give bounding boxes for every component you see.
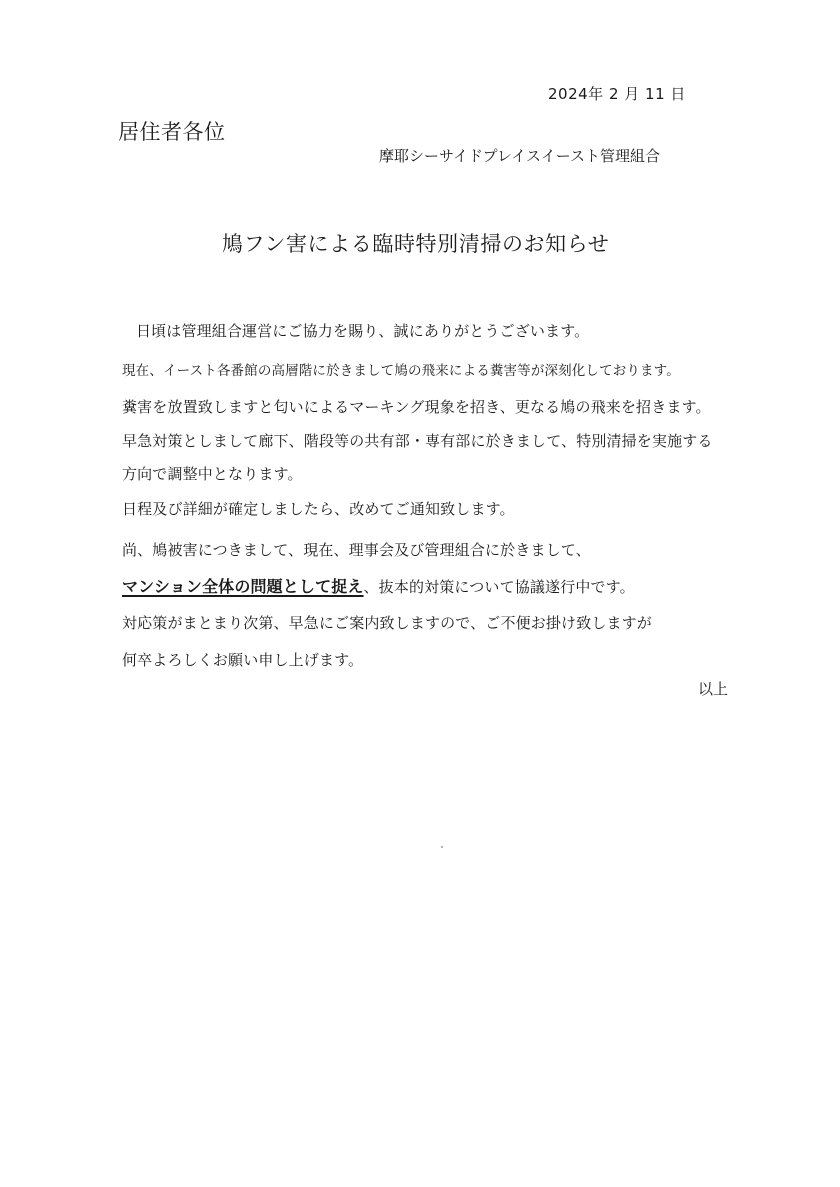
emphasized-phrase: マンション全体の問題として捉え: [122, 577, 364, 596]
notice-title: 鳩フン害による臨時特別清掃のお知らせ: [222, 232, 610, 256]
body-line-measures: 早急対策としまして廊下、階段等の共有部・専有部に於きまして、特別清掃を実施する: [122, 432, 713, 450]
body-line-measures-cont: 方向で調整中となります。: [122, 465, 303, 483]
discussion-rest: 、抜本的対策について協議遂行中です。: [363, 578, 635, 596]
body-line-schedule: 日程及び詳細が確定しましたら、改めてご通知致します。: [122, 500, 515, 518]
scan-speck: [441, 846, 443, 848]
closing-mark: 以上: [698, 680, 729, 698]
notice-date: 2024年 2 月 11 日: [548, 85, 686, 103]
body-line-apology: 対応策がまとまり次第、早急にご案内致しますので、ご不便お掛け致しますが: [122, 614, 652, 632]
body-line-discussion: [122, 574, 635, 597]
body-line-board: 尚、鳩被害につきまして、現在、理事会及び管理組合に於きまして、: [122, 541, 591, 559]
body-line-risk: 糞害を放置致しますと匂いによるマーキング現象を招き、更なる鳩の飛来を招きます。: [122, 398, 711, 416]
body-line-greeting: 日頃は管理組合運営にご協力を賜り、誠にありがとうございます。: [136, 322, 590, 340]
sender-organization: 摩耶シーサイドプレイスイースト管理組合: [379, 147, 660, 165]
addressee: 居住者各位: [118, 120, 226, 144]
body-line-situation: 現在、イースト各番館の高層階に於きまして鳩の飛来による糞害等が深刻化しております。: [122, 363, 680, 379]
body-line-closing-request: 何卒よろしくお願い申し上げます。: [122, 651, 364, 669]
